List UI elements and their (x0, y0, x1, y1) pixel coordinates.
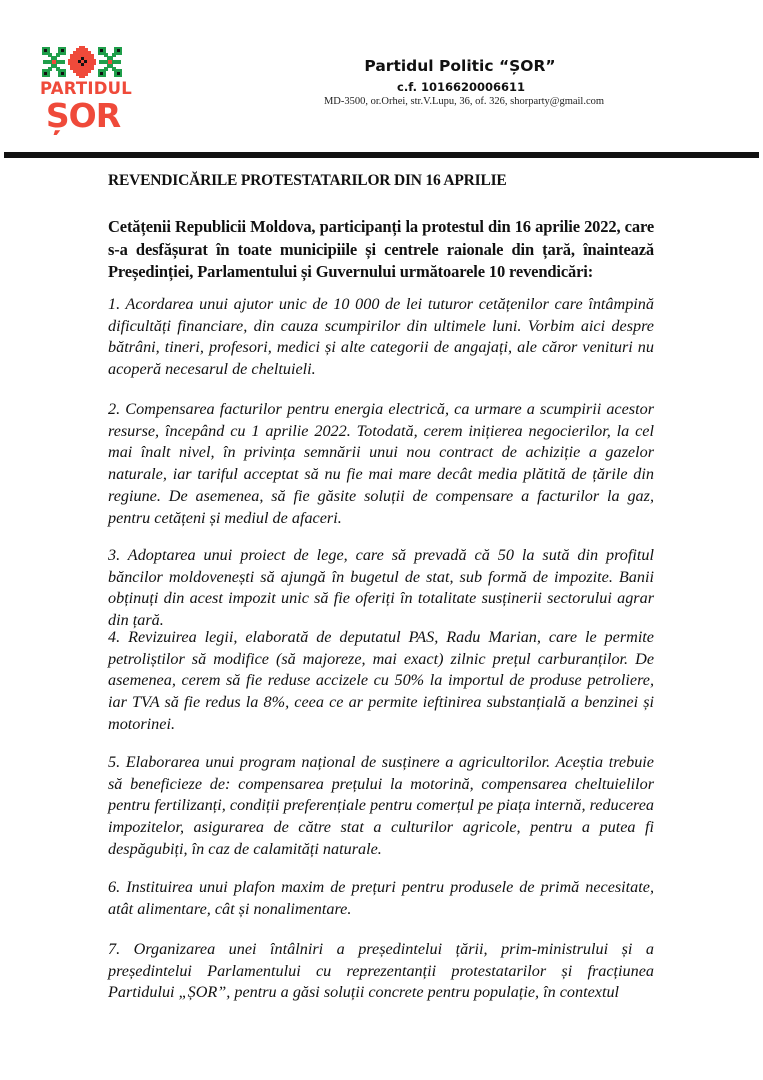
logo-text-partidul: PARTIDUL (40, 79, 132, 98)
fiscal-code: c.f. 1016620006611 (397, 80, 525, 94)
demand-item-6: 6. Instituirea unui plafon maxim de prețuri pentru produsele de primă necesitate, atât alimentare, cât și nonalimentare. (108, 878, 654, 918)
party-name: Partidul Politic “ȘOR” (364, 57, 556, 75)
demand-item-1: 1. Acordarea unui ajutor unic de 10 000 de lei tuturor cetățenilor care întâmpină dificultăți financiare, din cauza scumpirilor din ultimele luni. Vorbim aici despre bătrâni, tineri, profesori, medici și alte categorii de angajați, ale căror venituri nu acoperă necesarul de cheltuieli. (108, 295, 654, 379)
logo-text-sor: ȘOR (45, 96, 121, 135)
intro-paragraph: Cetățenii Republicii Moldova, participanți la protestul din 16 aprilie 2022, care s-a desfășurat în toate municipiile și centrele raionale din țară, înaintează Președinției, Parlamentului și Guvernului următoarele 10 revendicări: (108, 217, 654, 281)
party-address: MD-3500, or.Orhei, str.V.Lupu, 36, of. 326, shorparty@gmail.com (323, 96, 605, 107)
demand-item-7: 7. Organizarea unei întâlniri a președintelui țării, prim-ministrului și a președintelui Parlamentului cu reprezentanții protestatarilor și fracțiunea Partidului „ȘOR”, pentru a găsi soluții concrete pentru populație, în contextul (108, 940, 654, 1002)
letterhead (250, 55, 650, 109)
party-logo (40, 45, 130, 140)
demand-item-3: 3. Adoptarea unui proiect de lege, care să prevadă că 50 la sută din profitul băncilor moldovenești să ajungă în bugetul de stat, sub formă de impozite. Banii obținuți din acest impozit unic să fie oferiți în totalitate susținerii sectorului agrar din țară. (108, 546, 654, 630)
demand-item-2: 2. Compensarea facturilor pentru energia electrică, ca urmare a scumpirii acestor resurse, începând cu 1 aprilie 2022. Totodată, cerem inițierea negocierilor, la cel mai înalt nivel, în privința semnării unui nou contract de achiziție a gazelor naturale, iar tariful acceptat să nu fie mai mare decât media plătită de țările din regiune. De asemenea, să fie găsite soluții de compensare a facturilor la gaz, pentru cetățeni și mediul de afaceri. (108, 400, 654, 527)
demand-item-5: 5. Elaborarea unui program național de susținere a agricultorilor. Aceștia trebuie să beneficieze de: compensarea prețului la motorină, compensarea cheltuielilor pentru fertilizanți, condiții preferențiale pentru comerțul pe piața internă, reducerea impozitelor, asigurarea de către stat a culturilor agricole, pentru a putea fi despăgubiți, în caz de calamități naturale. (108, 753, 654, 858)
demand-item-4: 4. Revizuirea legii, elaborată de deputatul PAS, Radu Marian, care le permite petroliștilor să modifice (să majoreze, mai exact) zilnic prețul carburanților. De asemenea, cerem să fie reduse accizele cu 50% la importul de produse petroliere, iar TVA să fie redus la 8%, ceea ce ar permite ieftinirea substanțială a benzinei și motorinei. (108, 628, 654, 733)
folk-ornament-icon (40, 45, 124, 79)
document-title: REVENDICĂRILE PROTESTATARILOR DIN 16 APRILIE (108, 172, 507, 189)
header-divider (4, 152, 759, 158)
